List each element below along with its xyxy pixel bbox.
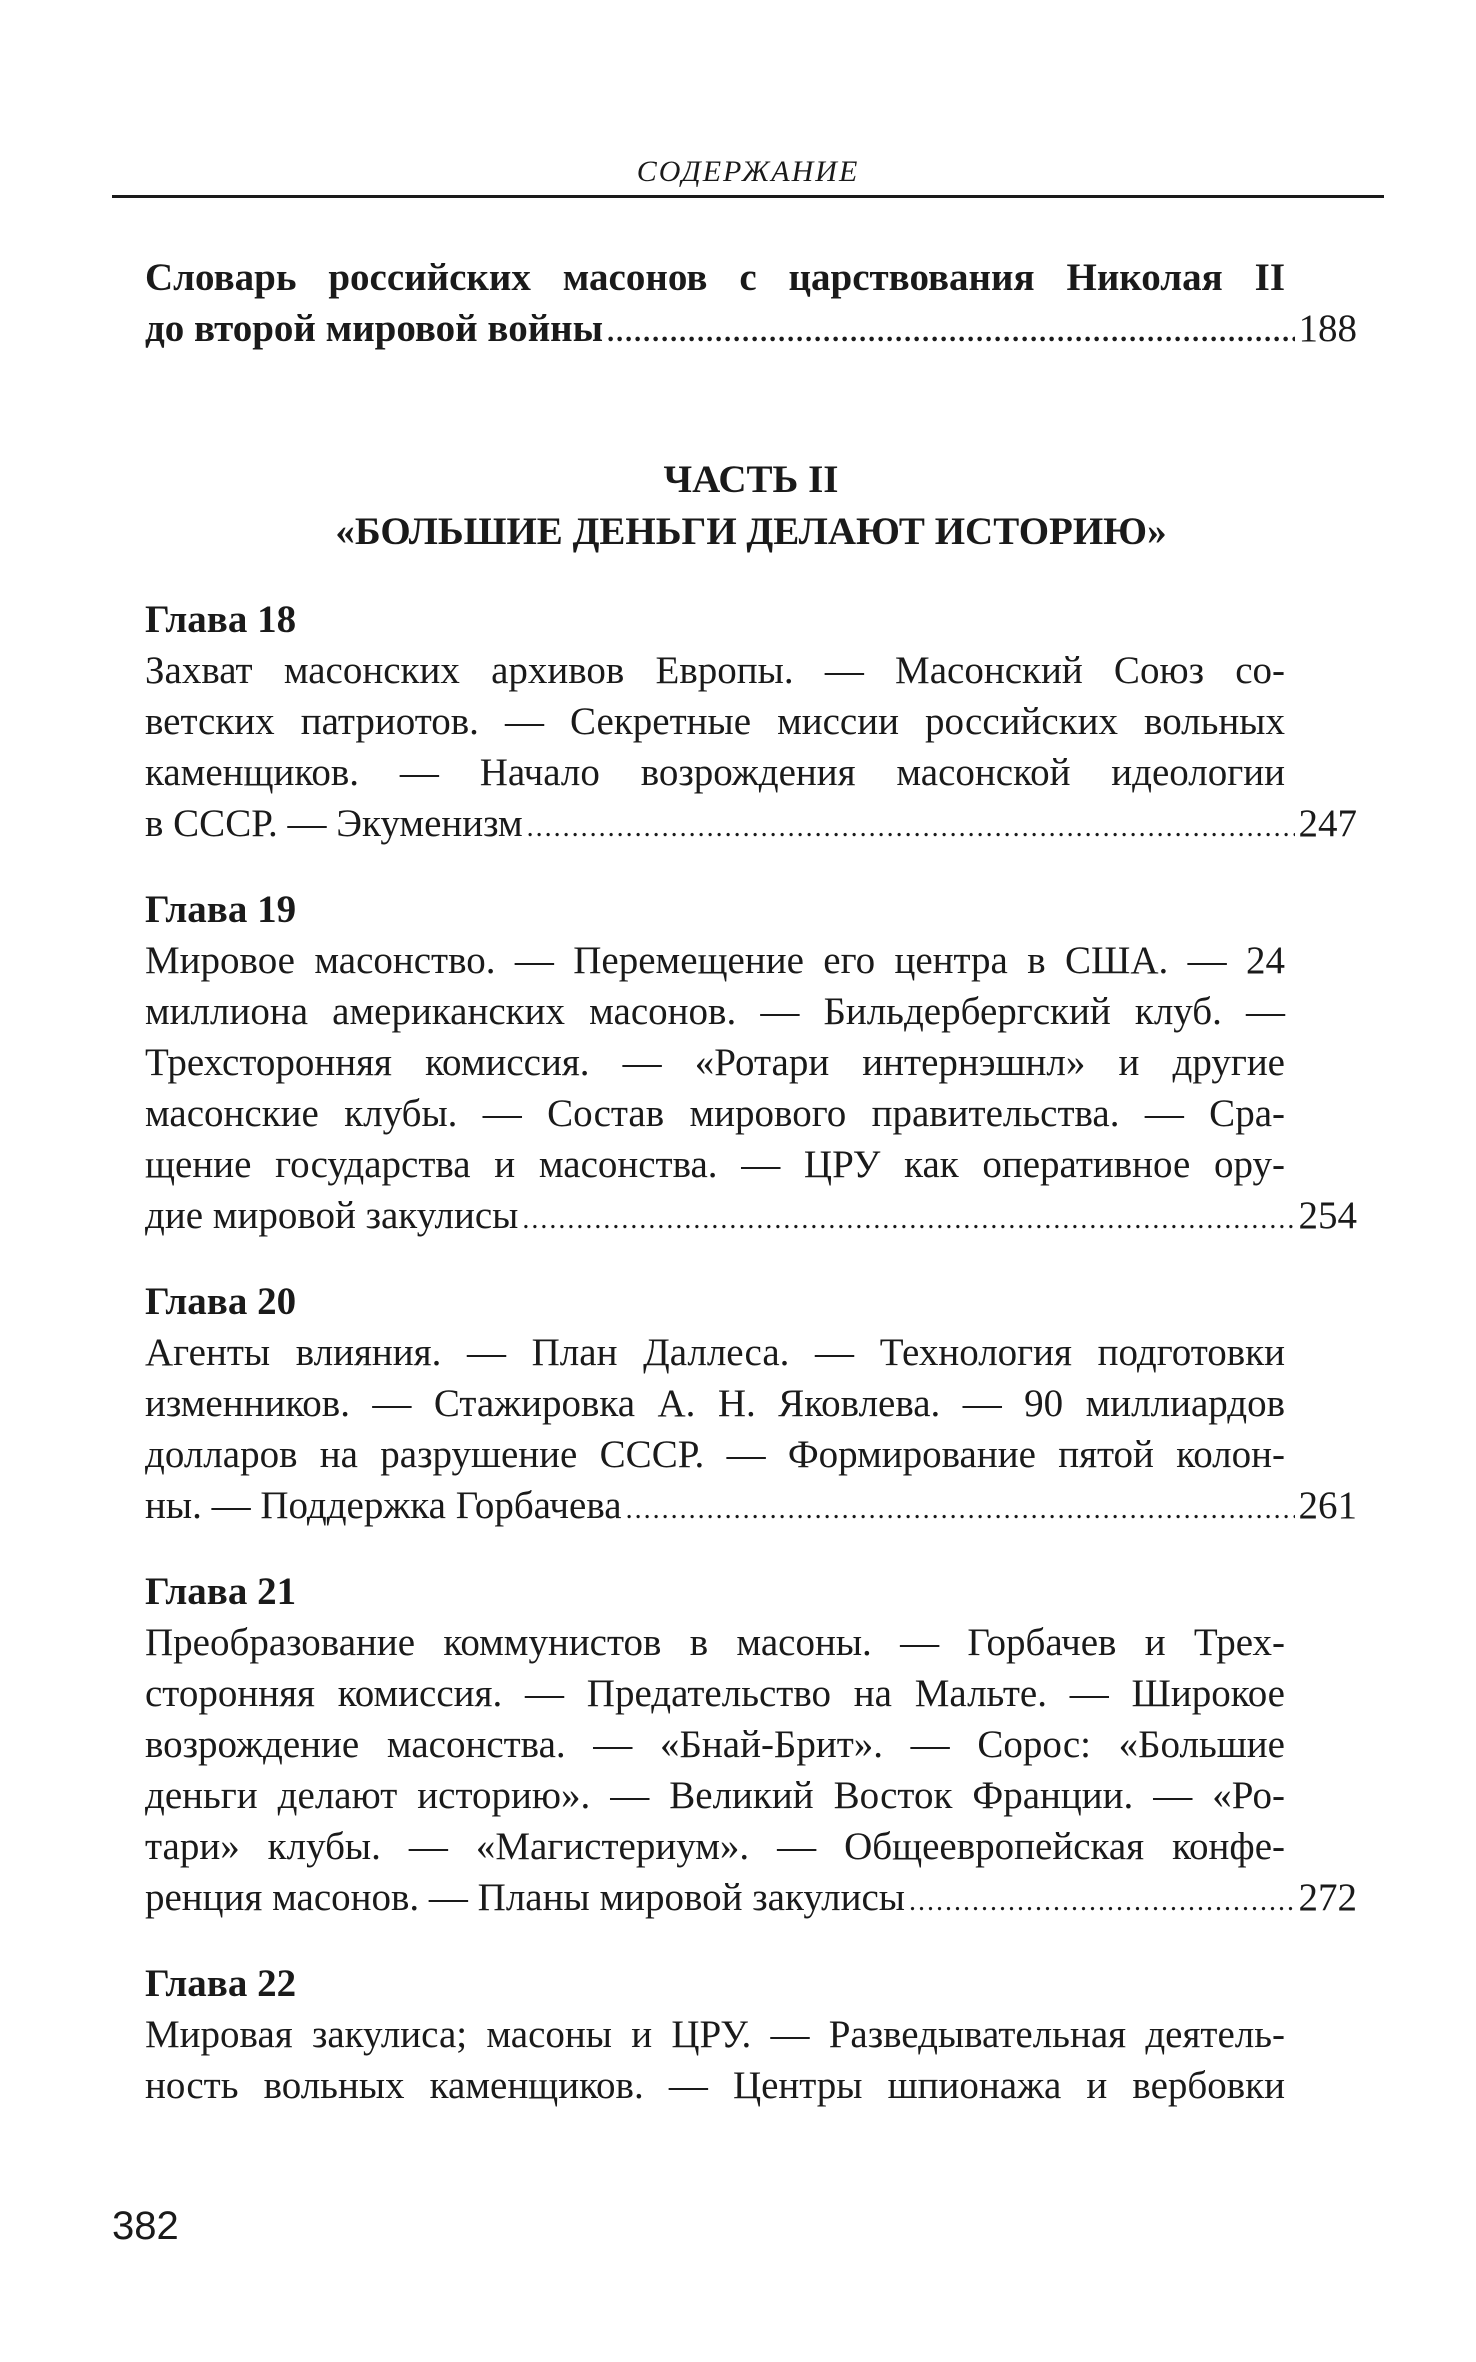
chapter-summary-line: тари» клубы. — «Магистериум». — Общеевропейская конфе- [145, 1825, 1285, 1868]
dot-leader [607, 307, 1294, 358]
chapter-title: Глава 18 [145, 598, 297, 641]
chapter-entry [145, 1276, 1357, 1531]
chapter-summary-text: ренция масонов. — Планы мировой закулисы [145, 1876, 906, 1919]
running-header: СОДЕРЖАНИЕ [636, 155, 860, 188]
chapter-summary-line: ность вольных каменщиков. — Центры шпионажа и вербовки [145, 2064, 1285, 2107]
chapter-entry [145, 594, 1357, 849]
toc-content [145, 252, 1357, 2146]
chapter-summary-line: изменников. — Стажировка А. Н. Яковлева. — 90 миллиардов [145, 1382, 1285, 1425]
chapter-summary-text: в СССР. — Экуменизм [145, 802, 523, 845]
chapter-summary-line: щение государства и масонства. — ЦРУ как оперативное ору- [145, 1143, 1285, 1186]
chapter-summary-line: Преобразование коммунистов в масоны. — Горбачев и Трех- [145, 1621, 1285, 1664]
chapter-summary-line: каменщиков. — Начало возрождения масонской идеологии [145, 751, 1285, 794]
chapter-summary-line: сторонняя комиссия. — Предательство на Мальте. — Широкое [145, 1672, 1285, 1715]
dictionary-entry-text: до второй мировой войны [145, 307, 604, 350]
chapter-summary-line: Агенты влияния. — План Даллеса. — Технология подготовки [145, 1331, 1285, 1374]
dictionary-entry-page: 188 [1298, 307, 1357, 350]
part-label: ЧАСТЬ II [663, 458, 839, 501]
chapter-summary-last-line [145, 1872, 1357, 1923]
chapter-title: Глава 20 [145, 1280, 297, 1323]
dictionary-entry-line-2 [145, 303, 1357, 354]
chapter-summary-line: возрождение масонства. — «Бнай-Брит». — Сорос: «Большие [145, 1723, 1285, 1766]
chapter-summary-line: миллиона американских масонов. — Бильдербергский клуб. — [145, 990, 1285, 1033]
chapter-summary-last-line [145, 1190, 1357, 1241]
dot-leader [909, 1876, 1294, 1927]
chapter-summary-line: Захват масонских архивов Европы. — Масонский Союз со- [145, 649, 1285, 692]
part-title: «БОЛЬШИЕ ДЕНЬГИ ДЕЛАЮТ ИСТОРИЮ» [335, 510, 1167, 553]
chapter-summary-line: Трехсторонняя комиссия. — «Ротари интернэшнл» и другие [145, 1041, 1285, 1084]
chapter-page-number: 261 [1298, 1484, 1357, 1527]
chapter-page-number: 247 [1298, 802, 1357, 845]
dot-leader [626, 1484, 1295, 1535]
dictionary-entry [145, 252, 1357, 354]
dot-leader [527, 802, 1295, 853]
chapter-summary-line: ветских патриотов. — Секретные миссии российских вольных [145, 700, 1285, 743]
chapter-entry [145, 1566, 1357, 1923]
chapter-summary-line: деньги делают историю». — Великий Восток Франции. — «Ро- [145, 1774, 1285, 1817]
dot-leader [522, 1194, 1294, 1245]
chapter-summary-text: дие мировой закулисы [145, 1194, 519, 1237]
chapter-summary-last-line [145, 1480, 1357, 1531]
part-heading [145, 454, 1357, 558]
chapter-title: Глава 19 [145, 888, 297, 931]
page-number: 382 [112, 2204, 179, 2248]
chapter-summary-line: Мировая закулиса; масоны и ЦРУ. — Разведывательная деятель- [145, 2013, 1285, 2056]
chapter-title: Глава 22 [145, 1962, 297, 2005]
chapter-entry [145, 1958, 1357, 2111]
chapter-entry [145, 884, 1357, 1241]
chapter-summary-line: долларов на разрушение СССР. — Формирование пятой колон- [145, 1433, 1285, 1476]
chapter-list [145, 594, 1357, 2111]
dictionary-entry-line-1: Словарь российских масонов с царствования Николая II [145, 256, 1285, 299]
chapter-summary-line: Мировое масонство. — Перемещение его центра в США. — 24 [145, 939, 1285, 982]
chapter-title: Глава 21 [145, 1570, 297, 1613]
header-rule [112, 195, 1384, 198]
chapter-summary-text: ны. — Поддержка Горбачева [145, 1484, 622, 1527]
chapter-summary-last-line [145, 798, 1357, 849]
chapter-page-number: 254 [1298, 1194, 1357, 1237]
chapter-summary-line: масонские клубы. — Состав мирового правительства. — Сра- [145, 1092, 1285, 1135]
chapter-page-number: 272 [1298, 1876, 1357, 1919]
